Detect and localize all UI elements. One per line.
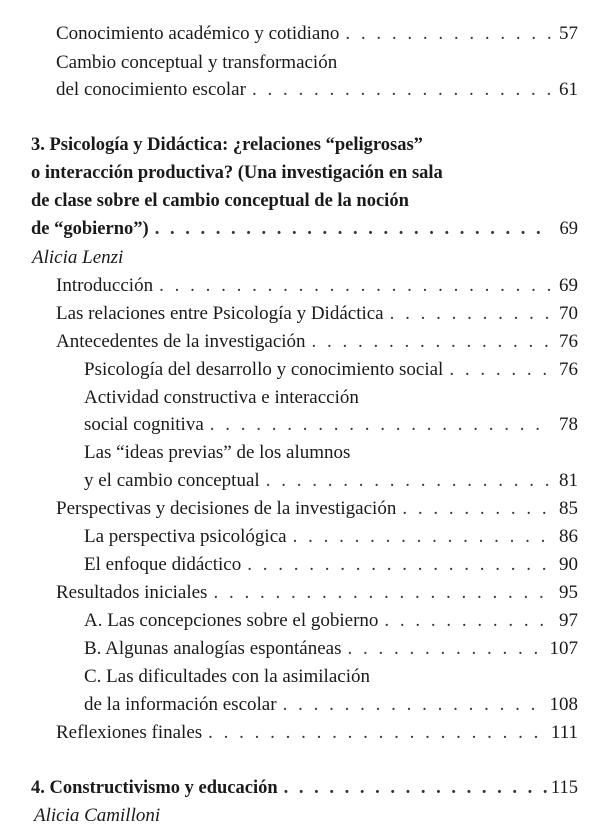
toc-entry-title: Actividad constructiva e interacción <box>84 387 359 408</box>
dot-leader <box>210 411 552 438</box>
dot-leader <box>348 635 546 662</box>
toc-entry-title: Cambio conceptual y transformación <box>56 52 338 73</box>
toc-entry-title: Conocimiento académico y cotidiano <box>56 23 340 44</box>
dot-leader <box>449 356 552 383</box>
toc-entry-title: de la información escolar <box>84 694 277 715</box>
toc-entry <box>56 719 578 746</box>
toc-entry-page: 81 <box>559 470 578 491</box>
toc-entry-page: 115 <box>550 778 578 798</box>
dot-leader <box>208 719 547 746</box>
toc-entry-page: 107 <box>549 638 578 659</box>
toc-entry <box>56 300 578 327</box>
toc-entry-title: La perspectiva psicológica <box>84 526 287 547</box>
toc-entry-page: 76 <box>559 359 578 380</box>
toc-entry <box>56 328 578 355</box>
toc-entry-page: 97 <box>559 610 578 631</box>
toc-subentry <box>84 467 578 494</box>
toc-subentry <box>84 551 578 578</box>
toc-entry <box>56 49 337 76</box>
toc-entry-title: Las “ideas previas” de los alumnos <box>84 442 351 463</box>
toc-entry-title: 4. Constructivismo y educación <box>31 778 278 798</box>
dot-leader <box>247 551 552 578</box>
toc-entry-page: 76 <box>559 331 578 352</box>
toc-subentry <box>84 384 359 411</box>
dot-leader <box>312 328 552 355</box>
toc-entry <box>56 76 578 103</box>
toc-entry-title: A. Las concepciones sobre el gobierno <box>84 610 379 631</box>
chapter-title <box>31 160 443 187</box>
dot-leader <box>402 495 552 522</box>
toc-entry-title: C. Las dificultades con la asimilación <box>84 666 370 687</box>
toc-subentry <box>84 523 578 550</box>
toc-entry-title: y el cambio conceptual <box>84 470 260 491</box>
dot-leader <box>159 272 552 299</box>
toc-entry-title: Psicología del desarrollo y conocimiento social <box>84 359 444 380</box>
toc-subentry <box>84 439 350 466</box>
toc-entry-page: 85 <box>559 498 578 519</box>
toc-entry-page: 86 <box>559 526 578 547</box>
toc-entry-title: Perspectivas y decisiones de la investigación <box>56 498 397 519</box>
author-name: Alicia Camilloni <box>34 805 161 826</box>
toc-entry-title: B. Algunas analogías espontáneas <box>84 638 342 659</box>
toc-entry-title: o interacción productiva? (Una investigación en sala <box>31 163 443 183</box>
chapter-title <box>31 132 423 159</box>
dot-leader <box>384 607 552 634</box>
dot-leader <box>390 300 552 327</box>
toc-entry-page: 111 <box>550 722 578 743</box>
toc-entry-page: 69 <box>559 219 578 239</box>
toc-entry-title: Resultados iniciales <box>56 582 208 603</box>
dot-leader <box>283 691 546 718</box>
dot-leader <box>284 775 547 802</box>
chapter-title <box>31 216 578 243</box>
toc-subentry <box>84 691 578 718</box>
toc-entry-page: 108 <box>549 694 578 715</box>
toc-entry <box>56 495 578 522</box>
dot-leader <box>155 216 552 243</box>
dot-leader <box>266 467 552 494</box>
chapter-author <box>32 244 123 271</box>
toc-entry <box>56 579 578 606</box>
toc-entry-page: 70 <box>559 303 578 324</box>
toc-subentry <box>84 411 578 438</box>
toc-entry-page: 57 <box>559 23 578 44</box>
chapter-author <box>34 802 160 829</box>
dot-leader <box>345 20 552 47</box>
dot-leader <box>293 523 552 550</box>
toc-entry-title: Reflexiones finales <box>56 722 203 743</box>
toc-entry-title: de clase sobre el cambio conceptual de la noción <box>31 191 409 211</box>
toc-entry-title: Las relaciones entre Psicología y Didáctica <box>56 303 384 324</box>
toc-entry-page: 78 <box>559 414 578 435</box>
chapter-title <box>31 188 409 215</box>
dot-leader <box>213 579 552 606</box>
toc-subentry <box>84 663 370 690</box>
toc-entry-title: 3. Psicología y Didáctica: ¿relaciones “peligrosas” <box>31 135 423 155</box>
toc-entry-title: del conocimiento escolar <box>56 79 246 100</box>
toc-entry-title: El enfoque didáctico <box>84 554 242 575</box>
chapter-title <box>31 775 578 802</box>
author-name: Alicia Lenzi <box>32 247 124 268</box>
toc-entry-page: 90 <box>559 554 578 575</box>
toc-subentry <box>84 635 578 662</box>
toc-entry-title: de “gobierno”) <box>31 219 149 239</box>
toc-entry <box>56 272 578 299</box>
toc-entry <box>56 20 578 47</box>
toc-entry-title: Antecedentes de la investigación <box>56 331 306 352</box>
toc-entry-title: Introducción <box>56 275 154 296</box>
toc-subentry <box>84 607 578 634</box>
toc-entry-title: social cognitiva <box>84 414 204 435</box>
toc-entry-page: 61 <box>559 79 578 100</box>
toc-entry-page: 95 <box>559 582 578 603</box>
toc-subentry <box>84 356 578 383</box>
toc-entry-page: 69 <box>559 275 578 296</box>
dot-leader <box>252 76 552 103</box>
